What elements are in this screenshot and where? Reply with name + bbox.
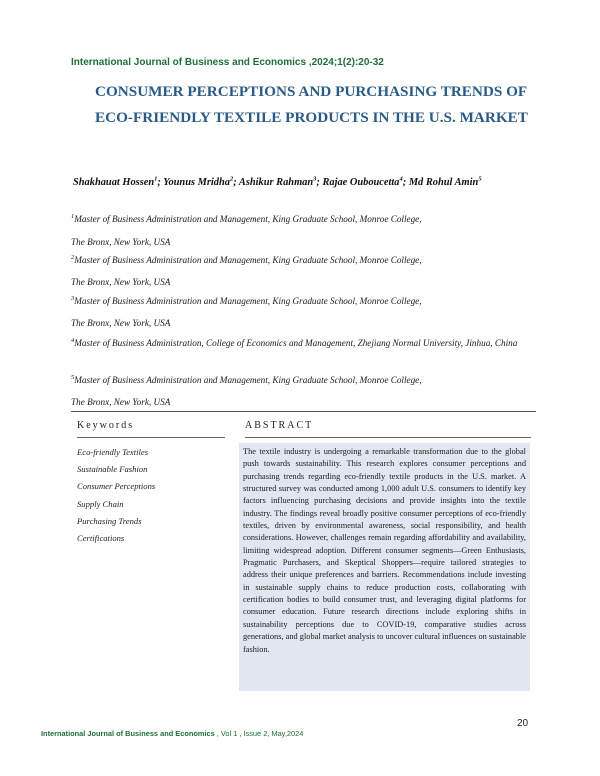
affiliation-sup: 3 [71,294,75,302]
keyword-item: Sustainable Fashion [77,464,148,475]
author-sup: 2 [229,175,234,183]
author-sup: 3 [313,175,317,183]
keywords-underline [77,437,225,438]
affiliation-4 [71,337,541,350]
abstract-underline [245,437,531,438]
affiliation-sup: 4 [71,336,75,344]
keyword-item: Purchasing Trends [77,515,142,526]
affiliation-2 [71,254,541,267]
author-name: Shakhauat Hossen [73,177,155,188]
affiliation-3 [71,295,541,308]
affiliation-location: The Bronx, New York, USA [71,277,171,287]
affiliation-text: Master of Business Administration and Management, King Graduate School, Monroe College, [74,296,422,306]
author-name: Ashikur Rahman [238,177,314,188]
abstract-heading: ABSTRACT [245,420,314,431]
affiliation-location: The Bronx, New York, USA [71,318,171,328]
affiliation-text: Master of Business Administration and Management, King Graduate School, Monroe College, [74,375,422,385]
keyword-item: Consumer Perceptions [77,481,156,492]
affiliation-sup: 5 [71,373,75,381]
keyword-item: Supply Chain [77,498,124,509]
affiliation-location: The Bronx, New York, USA [71,397,171,407]
affiliation-text: Master of Business Administration and Management, King Graduate School, Monroe College, [74,255,422,265]
affiliation-sup: 2 [71,253,75,261]
page-number: 20 [517,718,529,729]
affiliation-location: The Bronx, New York, USA [71,237,171,247]
author-name: Md Rohul Amin [408,177,479,188]
affiliation-sup: 1 [71,212,75,220]
keywords-heading: Keywords [77,420,135,431]
keyword-item: Certifications [77,532,125,543]
affiliation-5 [71,374,541,387]
author-sup: 4 [399,175,403,183]
keyword-item: Eco-friendly Textiles [77,447,149,457]
paper-title: CONSUMER PERCEPTIONS AND PURCHASING TRENDS OF ECO-FRIENDLY TEXTILE PRODUCTS IN THE U.S. MARKET [95,83,528,126]
footer-journal: International Journal of Business and Economics [41,729,215,738]
affiliation-text: Master of Business Administration and Management, King Graduate School, Monroe College, [74,214,422,224]
affiliation-text: Master of Business Administration, College of Economics and Management, Zhejiang Normal University, Jinhua, China [74,338,518,348]
author-sup: 5 [478,175,482,183]
journal-header: International Journal of Business and Economics ,2024;1(2):20-32 [71,57,384,68]
affiliation-1 [71,213,541,226]
author-list: Shakhauat Hossen$^1$; Younus Mridha$^2$; Ashikur Rahman$^3$; Rajae Ouboucetta$^4$; Md Rohul Amin$^5$ [73,175,482,188]
footer-issue: , Vol 1 , Issue 2, May,2024 [214,729,304,738]
section-divider [71,411,536,412]
author-name: Rajae Ouboucetta [322,177,400,188]
keyword-list [77,446,227,549]
footer-citation [41,729,303,738]
abstract-text: The textile industry is undergoing a remarkable transformation due to the global push towards sustainability. This research explores consumer perceptions and purchasing trends regarding eco-friendly textile products in the U.S. market. A structured survey was conducted among 1,000 adult U.S. consumers to identify key factors influencing purchasing decisions and provide insights into the textile industry. The findings reveal broadly positive consumer perceptions of eco-friendly textiles, driven by environmental awareness, social responsibility, and health considerations. However, challenges remain regarding affordability and availability, limiting widespread adoption. Different consumer segments—Green Enthusiasts, Pragmatic Purchasers, and Skeptical Shoppers—require tailored strategies to address their unique preferences and barriers. Recommendations include investing in sustainable supply chains to reduce production costs, collaborating with certification bodies to build consumer trust, and leveraging digital platforms for consumer education. Future research directions include exploring shifts in sustainability perceptions due to COVID-19, comparative studies across generations, and global market analysis to uncover cultural influences on sustainable fashion. [243,447,526,654]
author-name: Younus Mridha [163,177,230,188]
author-sup: 1 [154,175,158,183]
